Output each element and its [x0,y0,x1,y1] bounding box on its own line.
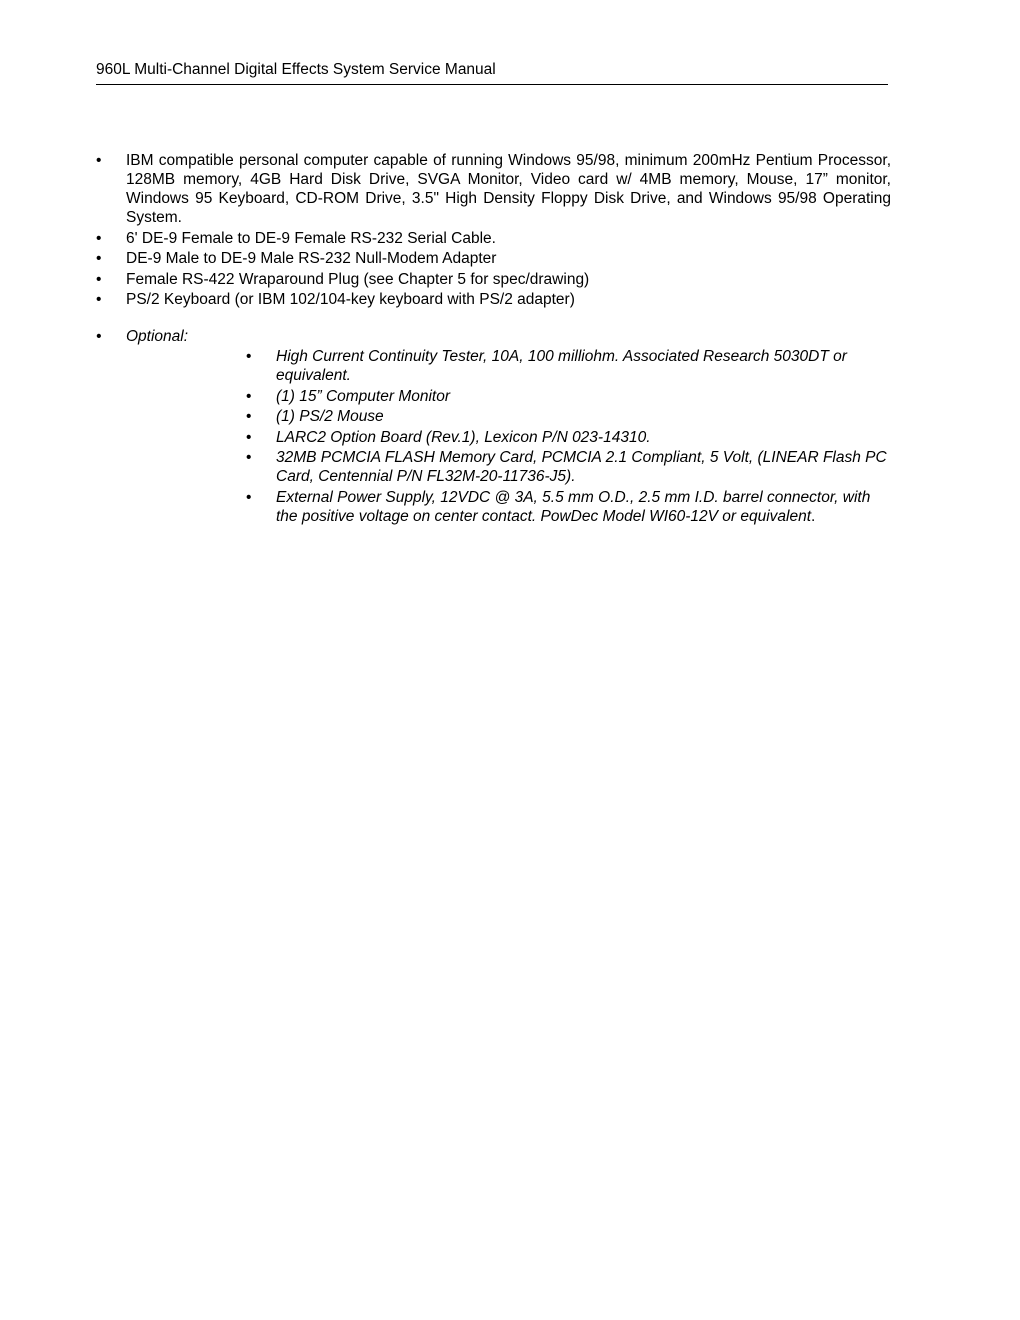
optional-section [96,327,891,526]
optional-list-item [246,347,891,385]
bullet-icon: • [246,488,252,506]
bullet-icon: • [96,328,102,345]
bullet-icon: • [96,229,102,247]
page-header [96,60,888,85]
list-item [96,249,891,268]
optional-list-item [246,488,891,526]
list-item [96,151,891,227]
bullet-icon: • [246,387,252,405]
list-item-text: PS/2 Keyboard (or IBM 102/104-key keyboard with PS/2 adapter) [126,291,575,308]
optional-list-item [246,407,891,426]
list-item [96,290,891,309]
list-item-text: IBM compatible personal computer capable of running Windows 95/98, minimum 200mHz Pentium Processor, 128MB memory, 4GB Hard Disk Drive, SVGA Monitor, Video card w/ 4MB memory, Mouse, 17” monitor, Windows 95 Keyboard, CD-ROM Drive, 3.5" High Density Floppy Disk Drive, and Windows 95/98 Operating System. [126,152,891,226]
optional-list-item [246,448,891,486]
optional-list-item-text: LARC2 Option Board (Rev.1), Lexicon P/N 023-14310. [276,428,651,446]
bullet-icon: • [246,449,252,466]
optional-list-item-text: High Current Continuity Tester, 10A, 100 milliohm. Associated Research 5030DT or equivalent. [276,348,847,384]
optional-list-item-text: (1) 15” Computer Monitor [276,387,451,405]
optional-list-item-text: External Power Supply, 12VDC @ 3A, 5.5 mm O.D., 2.5 mm I.D. barrel connector, with the positive voltage on center contact. PowDec Model WI60-12V or equivalent [276,488,871,525]
requirements-list [96,151,891,527]
bullet-icon: • [246,428,252,446]
trailing-period: . [811,507,816,525]
optional-list-item [246,387,891,406]
optional-list-item-text: 32MB PCMCIA FLASH Memory Card, PCMCIA 2.1 Compliant, 5 Volt, (LINEAR Flash PC Card, Centennial P/N FL32M-20-11736-J5). [276,449,887,485]
list-item [96,229,891,248]
bullet-icon: • [96,152,102,169]
list-item-text: Female RS-422 Wraparound Plug (see Chapter 5 for spec/drawing) [126,270,590,288]
bullet-icon: • [246,408,252,425]
page-header-title: 960L Multi-Channel Digital Effects System Service Manual [96,61,496,78]
bullet-icon: • [246,348,252,365]
list-item [96,270,891,289]
optional-list-item-text: (1) PS/2 Mouse [276,408,384,425]
optional-items-list [126,347,891,526]
bullet-icon: • [96,291,102,308]
bullet-icon: • [96,250,102,267]
optional-list-item [246,428,891,447]
bullet-icon: • [96,270,102,288]
optional-label: Optional: [126,328,189,345]
list-item-text: DE-9 Male to DE-9 Male RS-232 Null-Modem Adapter [126,250,497,267]
list-item-text: 6' DE-9 Female to DE-9 Female RS-232 Serial Cable. [126,229,496,247]
